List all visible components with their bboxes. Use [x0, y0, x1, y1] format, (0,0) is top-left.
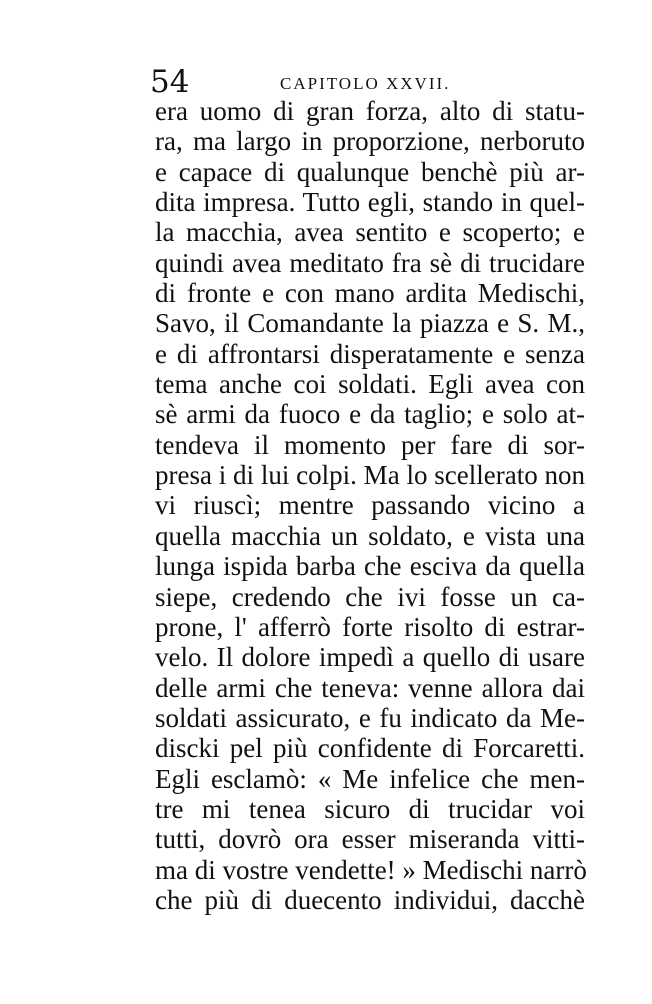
text-line: e di affrontarsi disperatamente e senza: [155, 338, 585, 369]
text-line: vi riuscì; mentre passando vicino a: [155, 490, 585, 521]
text-line: sè armi da fuoco e da taglio; e solo at-: [155, 399, 585, 430]
text-line: ma di vostre vendette! » Medischi narrò: [155, 854, 587, 885]
text-line: quindi avea meditato fra sè di trucidare: [155, 247, 585, 278]
text-line: era uomo di gran forza, alto di statu-: [155, 96, 585, 126]
text-line: siepe, credendo che ivi fosse un ca-: [155, 581, 585, 612]
text-line: delle armi che teneva: venne allora dai: [155, 672, 585, 703]
text-line: tre mi tenea sicuro di trucidar voi: [155, 793, 585, 824]
text-line: Egli esclamò: « Me infelice che men-: [155, 763, 585, 794]
text-line: tutti, dovrò ora esser miseranda vitti-: [155, 824, 585, 855]
text-line: prone, l' afferrò forte risolto di estrar-: [155, 611, 585, 642]
text-line: presa i di lui colpi. Ma lo scellerato non: [155, 460, 585, 491]
text-line: lunga ispida barba che esciva da quella: [155, 551, 585, 582]
text-line: ra, ma largo in proporzione, nerboruto: [155, 126, 585, 157]
text-line: che più di duecento individui, dacchè: [155, 884, 585, 915]
text-line: soldati assicurato, e fu indicato da Me-: [155, 702, 585, 733]
text-line: discki pel più confidente di Forcaretti.: [155, 733, 585, 764]
text-line: quella macchia un soldato, e vista una: [155, 520, 585, 551]
text-line: dita impresa. Tutto egli, stando in quel-: [155, 187, 585, 218]
text-line: velo. Il dolore impedì a quello di usare: [155, 642, 585, 673]
chapter-title: CAPITOLO XXVII.: [280, 74, 451, 93]
text-line: la macchia, avea sentito e scoperto; e: [155, 217, 585, 248]
body-text: [155, 96, 585, 915]
text-line: tendeva il momento per fare di sor-: [155, 429, 585, 460]
text-line: tema anche coi soldati. Egli avea con: [155, 369, 585, 400]
text-line: di fronte e con mano ardita Medischi,: [155, 278, 585, 309]
text-line: e capace di qualunque benchè più ar-: [155, 156, 585, 187]
text-line: Savo, il Comandante la piazza e S. M.,: [155, 308, 585, 339]
page-number: 54: [150, 64, 190, 100]
